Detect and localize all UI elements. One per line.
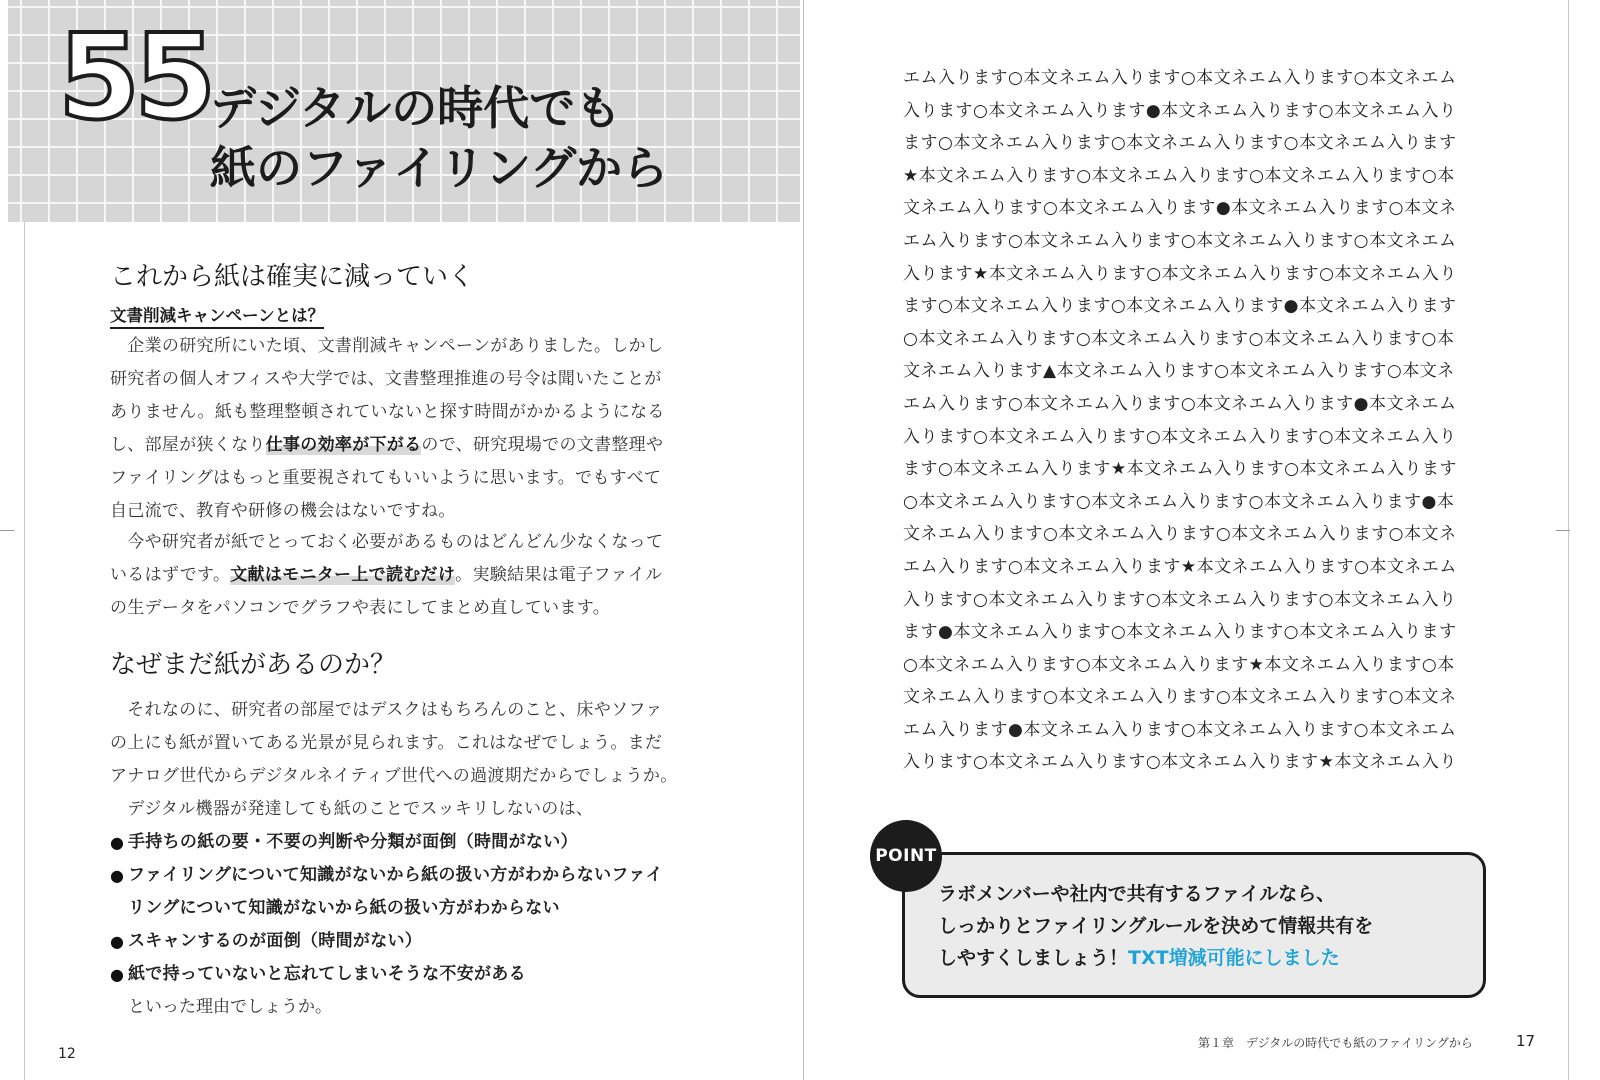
filler-line: ★本文ネエム入ります○本文ネエム入ります○本文ネエム入ります○本 (903, 165, 1455, 186)
text-line: 企業の研究所にいた頃、文書削減キャンペーンがありました。しかし (110, 336, 664, 356)
filler-line: ます○本文ネエム入ります○本文ネエム入ります○本文ネエム入ります (903, 133, 1457, 154)
list-item (110, 925, 730, 958)
text-line: ファイリングはもっと重要視されてもいいように思います。でもすべて (110, 468, 662, 488)
filler-line: エム入ります○本文ネエム入ります○本文ネエム入ります○本文ネエム (903, 230, 1457, 251)
text-line: 研究者の個人オフィスや大学では、文書整理推進の号令は聞いたことが (110, 369, 662, 389)
filler-line: エム入ります○本文ネエム入ります○本文ネエム入ります●本文ネエム (903, 393, 1457, 414)
text-line (110, 429, 730, 462)
bullet-dot-icon: ● (110, 833, 124, 852)
filler-line: 入ります○本文ネエム入ります○本文ネエム入ります★本文ネエム入り (903, 752, 1457, 773)
text-line (110, 559, 730, 592)
list-item-text: スキャンするのが面倒（時間がない） (128, 931, 423, 951)
page-number-left: 12 (58, 1046, 76, 1062)
filler-line: ○本文ネエム入ります○本文ネエム入ります○本文ネエム入ります○本 (903, 328, 1455, 349)
filler-line: エム入ります○本文ネエム入ります★本文ネエム入ります○本文ネエム (903, 556, 1457, 577)
list-item (110, 958, 730, 991)
list-item-text: 手持ちの紙の要・不要の判断や分類が面倒（時間がない） (128, 832, 578, 852)
filler-line: ます○本文ネエム入ります○本文ネエム入ります●本文ネエム入ります (903, 296, 1457, 317)
registration-mark-left (0, 530, 14, 531)
running-footer: 第１章 デジタルの時代でも紙のファイリングから (1198, 1036, 1473, 1050)
paragraph-2 (110, 526, 730, 625)
text-line: デジタル機器が発達しても紙のことでスッキリしないのは、 (110, 799, 594, 819)
list-item (110, 859, 730, 925)
filler-line: 入ります○本文ネエム入ります●本文ネエム入ります○本文ネエム入り (903, 100, 1457, 121)
filler-line: 文ネエム入ります▲本文ネエム入ります○本文ネエム入ります○本文ネ (903, 361, 1455, 382)
paragraph-3 (110, 694, 730, 826)
filler-line: 文ネエム入ります○本文ネエム入ります○本文ネエム入ります○本文ネ (903, 687, 1457, 708)
text-line: ありません。紙も整理整頓されていないと探す時間がかかるようになる (110, 402, 665, 422)
point-badge: POINT (870, 820, 942, 892)
chapter-title-line-1: デジタルの時代でも (210, 81, 622, 135)
text-fragment: ので、研究現場での文書整理や (421, 435, 664, 455)
filler-line: ○本文ネエム入ります○本文ネエム入ります★本文ネエム入ります○本 (903, 654, 1455, 675)
text-line: アナログ世代からデジタルネイティブ世代への過渡期だからでしょうか。 (110, 766, 678, 786)
accent-text: TXT増減可能にしました (1128, 947, 1340, 969)
point-line (938, 942, 1458, 974)
section-heading-1: これから紙は確実に減っていく (110, 262, 475, 292)
chapter-title (210, 78, 668, 198)
text-fragment: し、部屋が狭くなり (110, 435, 266, 455)
page-number-right: 17 (1516, 1032, 1536, 1050)
registration-mark-right (1556, 530, 1570, 531)
list-item (110, 826, 730, 859)
filler-line: ○本文ネエム入ります○本文ネエム入ります○本文ネエム入ります●本 (903, 491, 1455, 512)
book-spine-divider (803, 0, 804, 1080)
chapter-title-line-2: 紙のファイリングから (210, 141, 669, 195)
section-heading-2: なぜまだ紙があるのか？ (110, 650, 397, 680)
paragraph-1 (110, 330, 730, 528)
text-line: 今や研究者が紙でとっておく必要があるものはどんどん少なくなって (110, 532, 664, 552)
highlighted-phrase: 文献はモニター上で読むだけ (230, 565, 456, 585)
bullet-dot-icon: ● (110, 965, 124, 984)
bullet-dot-icon: ● (110, 932, 124, 951)
chapter-number: 55 (58, 8, 211, 146)
bullet-dot-icon: ● (110, 866, 124, 885)
filler-line: ます●本文ネエム入ります○本文ネエム入ります○本文ネエム入ります (903, 622, 1457, 643)
bullet-list (110, 826, 730, 991)
placeholder-body-text (903, 62, 1503, 779)
subheading: 文書削減キャンペーンとは？ (110, 302, 324, 329)
text-line: 自己流で、教育や研修の機会はないですね。 (110, 501, 456, 521)
text-fragment: 。実験結果は電子ファイル (455, 565, 663, 585)
filler-line: 文ネエム入ります○本文ネエム入ります●本文ネエム入ります○本文ネ (903, 198, 1457, 219)
point-text (938, 878, 1458, 974)
point-line: しっかりとファイリングルールを決めて情報共有を (938, 915, 1374, 937)
text-fragment: いるはずです。 (110, 565, 231, 585)
trim-line-right (1568, 0, 1569, 1080)
point-line: ラボメンバーや社内で共有するファイルなら、 (938, 883, 1336, 905)
text-line: それなのに、研究者の部屋ではデスクはもちろんのこと、床やソファ (110, 700, 663, 720)
filler-line: エム入ります○本文ネエム入ります○本文ネエム入ります○本文ネエム (903, 68, 1457, 88)
trim-line-left (24, 222, 25, 1080)
text-line: の上にも紙が置いてある光景が見られます。これはなぜでしょう。まだ (110, 733, 663, 753)
filler-line: 入ります★本文ネエム入ります○本文ネエム入ります○本文ネエム入り (903, 263, 1457, 284)
highlighted-phrase: 仕事の効率が下がる (265, 435, 422, 455)
filler-line: 文ネエム入ります○本文ネエム入ります○本文ネエム入ります○本文ネ (903, 524, 1457, 545)
point-fragment: しやすくしましょう！ (938, 947, 1129, 969)
filler-line: 入ります○本文ネエム入ります○本文ネエム入ります○本文ネエム入り (903, 589, 1457, 610)
list-item-text: ファイリングについて知識がないから紙の扱い方がわからないファイ リングについて知識がないから紙の扱い方がわからない (128, 865, 663, 918)
filler-line: 入ります○本文ネエム入ります○本文ネエム入ります○本文ネエム入り (903, 426, 1457, 447)
trailing-sentence: といった理由でしょうか。 (128, 997, 332, 1017)
filler-line: ます○本文ネエム入ります★本文ネエム入ります○本文ネエム入ります (903, 459, 1457, 480)
text-line: の生データをパソコンでグラフや表にしてまとめ直しています。 (110, 598, 610, 618)
list-item-text: 紙で持っていないと忘れてしまいそうな不安がある (128, 964, 526, 984)
filler-line: エム入ります●本文ネエム入ります○本文ネエム入ります○本文ネエム (903, 719, 1457, 740)
